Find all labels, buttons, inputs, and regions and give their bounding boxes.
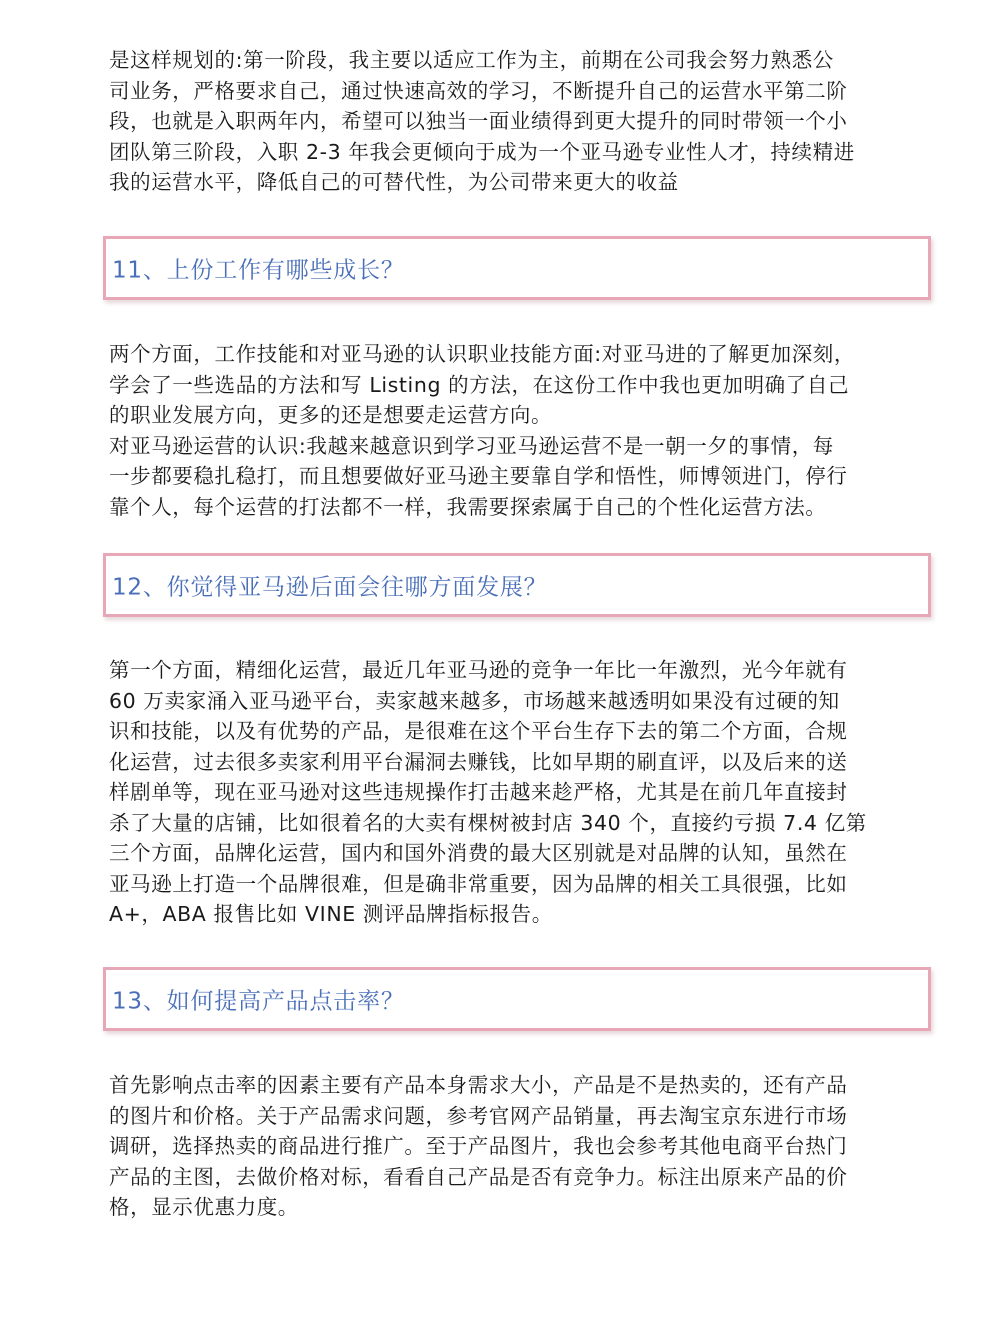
answer-11-paragraph (109, 339, 935, 522)
question-13-heading: 13、如何提高产品点击率？ (112, 988, 405, 1015)
text-line: 60 万卖家涌入亚马逊平台，卖家越来越多，市场越来越透明如果没有过硬的知 (109, 688, 840, 713)
text-line: 识和技能，以及有优势的产品，是很难在这个平台生存下去的第二个方面，合规 (109, 719, 848, 743)
text-line: 团队第三阶段，入职 2-3 年我会更倾向于成为一个亚马逊专业性人才，持续精进 (109, 139, 855, 164)
text-line: A+，ABA 报售比如 VINE 测评品牌指标报告。 (109, 902, 553, 926)
text-line: 第一个方面，精细化运营，最近几年亚马逊的竞争一年比一年激烈，光今年就有 (109, 658, 848, 682)
question-11-box (103, 236, 931, 300)
answer-13-paragraph (109, 1070, 935, 1223)
question-12-heading: 12、你觉得亚马逊后面会往哪方面发展？ (112, 574, 548, 601)
text-line: 我的运营水平，降低自己的可替代性，为公司带来更大的收益 (109, 170, 679, 194)
intro-paragraph (109, 45, 935, 198)
text-line: 调研，选择热卖的商品进行推广。至于产品图片，我也会参考其他电商平台热门 (109, 1134, 848, 1158)
text-line: 靠个人，每个运营的打法都不一样，我需要探索属于自己的个性化运营方法。 (109, 494, 827, 519)
text-line: 三个方面，品牌化运营，国内和国外消费的最大区别就是对品牌的认知，虽然在 (109, 841, 848, 865)
text-line: 亚马逊上打造一个品牌很难，但是确非常重要，因为品牌的相关工具很强，比如 (109, 871, 848, 896)
text-line: 学会了一些选品的方法和写 Listing 的方法，在这份工作中我也更加明确了自己 (109, 372, 850, 397)
question-13-box (103, 967, 931, 1031)
text-line: 样剧单等，现在亚马逊对这些违规操作打击越来趁严格，尤其是在前几年直接封 (109, 780, 848, 804)
text-line: 杀了大量的店铺，比如很着名的大卖有棵树被封店 340 个，直接约亏损 7.4 亿第 (109, 810, 867, 835)
text-line: 格，显示优惠力度。 (109, 1195, 299, 1219)
question-12-box (103, 553, 931, 617)
text-line: 段，也就是入职两年内，希望可以独当一面业绩得到更大提升的同时带领一个小 (109, 109, 848, 133)
text-line: 首先影响点击率的因素主要有产品本身需求大小，产品是不是热卖的，还有产品 (109, 1073, 848, 1097)
text-line: 的职业发展方向，更多的还是想要走运营方向。 (109, 403, 553, 427)
text-line: 司业务，严格要求自己，通过快速高效的学习，不断提升自己的运营水平第二阶 (109, 78, 848, 103)
answer-12-paragraph (109, 655, 935, 930)
text-line: 两个方面，工作技能和对亚马逊的认识职业技能方面:对亚马进的了解更加深刻， (109, 342, 856, 366)
text-line: 的图片和价格。关于产品需求问题，参考官网产品销量，再去淘宝京东进行市场 (109, 1103, 848, 1128)
text-line: 是这样规划的:第一阶段，我主要以适应工作为主，前期在公司我会努力熟悉公 (109, 48, 834, 72)
text-line: 产品的主图，去做价格对标，看看自己产品是否有竞争力。标注出原来产品的价 (109, 1164, 848, 1189)
question-11-heading: 11、上份工作有哪些成长？ (112, 257, 405, 284)
text-line: 化运营，过去很多卖家利用平台漏洞去赚钱，比如早期的刷直评，以及后来的送 (109, 749, 848, 774)
text-line: 一步都要稳扎稳打，而且想要做好亚马逊主要靠自学和悟性，师博领进门，停行 (109, 464, 848, 488)
text-line: 对亚马逊运营的认识:我越来越意识到学习亚马逊运营不是一朝一夕的事情，每 (109, 433, 834, 458)
